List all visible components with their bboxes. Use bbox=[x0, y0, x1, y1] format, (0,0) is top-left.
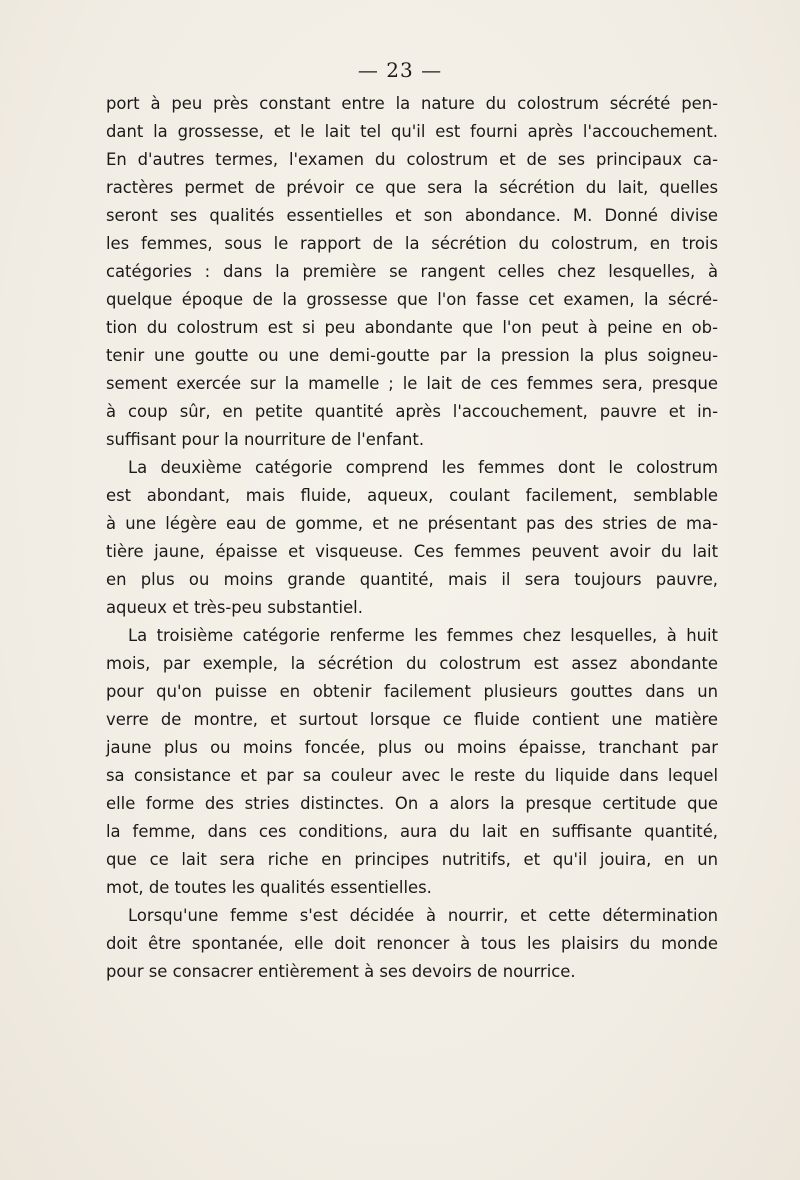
text-line: les femmes, sous le rapport de la sécrétion du colostrum, en trois bbox=[106, 234, 718, 253]
text-line: aqueux et très-peu substantiel. bbox=[106, 598, 363, 617]
text-line: pour qu'on puisse en obtenir facilement plusieurs gouttes dans un bbox=[106, 682, 718, 701]
text-line: doit être spontanée, elle doit renoncer à tous les plaisirs du monde bbox=[106, 934, 718, 953]
text-line: à coup sûr, en petite quantité après l'accouchement, pauvre et in- bbox=[106, 402, 718, 421]
text-line: seront ses qualités essentielles et son abondance. M. Donné divise bbox=[106, 206, 718, 225]
text-line: sement exercée sur la mamelle ; le lait de ces femmes sera, presque bbox=[106, 374, 718, 393]
text-line: tenir une goutte ou une demi-goutte par la pression la plus soigneu- bbox=[106, 346, 718, 365]
text-line: ractères permet de prévoir ce que sera la sécrétion du lait, quelles bbox=[106, 178, 718, 197]
text-line: sa consistance et par sa couleur avec le reste du liquide dans lequel bbox=[106, 766, 718, 785]
text-line: mois, par exemple, la sécrétion du colostrum est assez abondante bbox=[106, 654, 718, 673]
text-line: tière jaune, épaisse et visqueuse. Ces femmes peuvent avoir du lait bbox=[106, 542, 718, 561]
text-line: que ce lait sera riche en principes nutritifs, et qu'il jouira, en un bbox=[106, 850, 718, 869]
text-line: Lorsqu'une femme s'est décidée à nourrir, et cette détermination bbox=[128, 906, 718, 925]
text-line: dant la grossesse, et le lait tel qu'il est fourni après l'accouchement. bbox=[106, 122, 718, 141]
text-line: en plus ou moins grande quantité, mais il sera toujours pauvre, bbox=[106, 570, 718, 589]
text-line: verre de montre, et surtout lorsque ce fluide contient une matière bbox=[106, 710, 718, 729]
page-number: — 23 — bbox=[357, 58, 443, 82]
text-line: la femme, dans ces conditions, aura du lait en suffisante quantité, bbox=[106, 822, 718, 841]
text-line: est abondant, mais fluide, aqueux, coulant facilement, semblable bbox=[106, 486, 718, 505]
body-text bbox=[106, 90, 718, 986]
text-line: quelque époque de la grossesse que l'on fasse cet examen, la sécré- bbox=[106, 290, 718, 309]
text-line: port à peu près constant entre la nature du colostrum sécrété pen- bbox=[106, 94, 718, 113]
text-line: La troisième catégorie renferme les femmes chez lesquelles, à huit bbox=[128, 626, 718, 645]
text-line: jaune plus ou moins foncée, plus ou moins épaisse, tranchant par bbox=[106, 738, 718, 757]
text-line: mot, de toutes les qualités essentielles. bbox=[106, 878, 432, 897]
text-line: à une légère eau de gomme, et ne présentant pas des stries de ma- bbox=[106, 514, 718, 533]
text-line: elle forme des stries distinctes. On a alors la presque certitude que bbox=[106, 794, 718, 813]
text-line: pour se consacrer entièrement à ses devoirs de nourrice. bbox=[106, 962, 576, 981]
text-line: En d'autres termes, l'examen du colostrum et de ses principaux ca- bbox=[106, 150, 718, 169]
text-line: catégories : dans la première se rangent celles chez lesquelles, à bbox=[106, 262, 718, 281]
text-line: tion du colostrum est si peu abondante que l'on peut à peine en ob- bbox=[106, 318, 718, 337]
text-line: suffisant pour la nourriture de l'enfant. bbox=[106, 430, 425, 449]
text-line: La deuxième catégorie comprend les femmes dont le colostrum bbox=[128, 458, 718, 477]
